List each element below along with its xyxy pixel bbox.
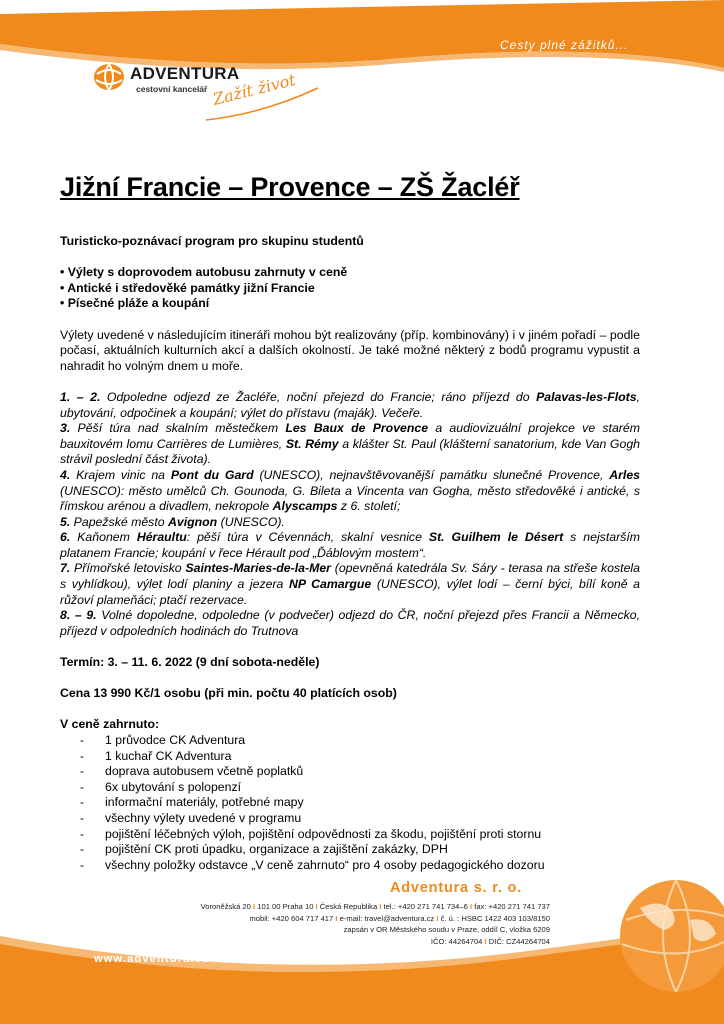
list-item: - všechny výlety uvedené v programu xyxy=(80,811,640,827)
intro-paragraph: Výlety uvedené v následujícím itineráři mohou být realizovány (příp. kombinovány) i v jiném pořadí – podle počasí, aktuálních kulturních akcí a dalších okolností. Je také možné některý z bodů programu vypustit a nahradit ho volným dnem u moře. xyxy=(60,327,640,373)
logo-subtitle: cestovní kancelář xyxy=(136,84,208,94)
program-subtitle: Turisticko-poznávací program pro skupinu studentů xyxy=(60,234,364,248)
email-link[interactable]: e-mail: travel@adventura.cz xyxy=(339,913,435,923)
included-list xyxy=(60,733,640,873)
list-item: - informační materiály, potřebné mapy xyxy=(80,795,640,811)
logo-name: ADVENTURA xyxy=(130,64,240,83)
highlight-item: • Výlety s doprovodem autobusu zahrnuty v ceně xyxy=(60,265,348,280)
list-item: - všechny položky odstavce „V ceně zahrnuto“ pro 4 osoby pedagogického dozoru xyxy=(80,858,640,874)
itinerary-day-8-9: 8. – 9. Volné dopoledne, odpoledne (v podvečer) odjezd do ČR, noční přejezd přes Francii a Německo, příjezd v odpoledních hodinách do Trutnova xyxy=(60,608,640,638)
itinerary-day-5: 5. Papežské město Avignon (UNESCO). xyxy=(60,514,285,529)
trip-price: Cena 13 990 Kč/1 osobu (při min. počtu 40 platících osob) xyxy=(60,686,397,701)
list-item: - pojištění léčebných výloh, pojištění odpovědnosti za škodu, pojištění proti stornu xyxy=(80,827,640,843)
page-title: Jižní Francie – Provence – ZŠ Žacléř xyxy=(60,172,520,202)
header-tagline: Cesty plné zážitků... xyxy=(500,38,629,52)
website-link[interactable]: www.adventura.cz xyxy=(94,953,209,965)
itinerary-day-3: 3. Pěší túra nad skalním městečkem Les Baux de Provence a audiovizuální projekce ve starém bauxitovém lomu Carrières de Lumières, St. Rémy a klášter St. Paul (klášterní sanatorium, kde Van Gogh strávil poslední část života). xyxy=(60,421,640,467)
company-name: Adventura s. r. o. xyxy=(390,880,523,896)
itinerary-day-4: 4. Krajem vinic na Pont du Gard (UNESCO), nejnavštěvovanější památku slunečné Provence, Arles (UNESCO): město umělců Ch. Gounoda, G. Bileta a Vincenta van Gogha, město středověké i antické, s římskou arénou a divadlem, nekropole Alyscamps z 6. století; xyxy=(60,467,640,514)
list-item: - 6x ubytování s polopenzí xyxy=(80,780,640,796)
included-heading: V ceně zahrnuto: xyxy=(60,717,160,732)
globe-icon xyxy=(92,62,126,92)
highlight-item: • Antické i středověké památky jižní Francie xyxy=(60,280,315,295)
trip-term: Termín: 3. – 11. 6. 2022 (9 dní sobota-neděle) xyxy=(60,655,320,670)
list-item: - pojištění CK proti úpadku, organizace a zajištění zakázky, DPH xyxy=(80,842,640,858)
document-body xyxy=(60,234,640,873)
list-item: - 1 kuchař CK Adventura xyxy=(80,749,640,765)
logo-slogan: Zažít život xyxy=(210,70,298,109)
itinerary-day-1-2: 1. – 2. Odpoledne odjezd ze Žacléře, noční přejezd do Francie; ráno příjezd do Palavas-les-Flots, ubytování, odpočinek a koupání; výlet do přístavu (maják). Večeře. xyxy=(60,389,640,420)
highlight-item: • Písečné pláže a koupání xyxy=(60,296,210,311)
list-item: - 1 průvodce CK Adventura xyxy=(80,733,640,749)
itinerary-day-6: 6. Kaňonem Héraultu: pěší túra v Cévennách, skalní vesnice St. Guilhem le Désert s nejstarším platanem Francie; koupání v řece Hérault pod „Ďáblovým mostem“. xyxy=(60,530,640,560)
company-logo[interactable] xyxy=(92,62,332,132)
itinerary-day-7: 7. Přímořské letovisko Saintes-Maries-de-la-Mer (opevněná katedrála Sv. Sáry - terasa na střeše kostela s vyhlídkou), výlet lodí planiny a jezera NP Camargue (UNESCO), výlet lodí – černí býci, bílí koně a růžoví plameňáci; ptačí rezervace. xyxy=(60,561,640,607)
company-address: Voroněžská 20 I 101 00 Praha 10 I Česká Republika I tel.: +420 271 741 734–6 I fax: +420 271 741 737 mobil: +420 604 717 417 I e-mail: travel@adventura.cz I č. ú. : HSBC 1422 403 103/8150 zapsán v OR Městského soudu v Praze, oddíl C, vložka 6209 IČO: 44264704 I DIČ: CZ44264704 xyxy=(200,902,550,946)
logo-swoosh xyxy=(202,84,322,124)
itinerary xyxy=(60,390,640,640)
list-item: - doprava autobusem včetně poplatků xyxy=(80,764,640,780)
